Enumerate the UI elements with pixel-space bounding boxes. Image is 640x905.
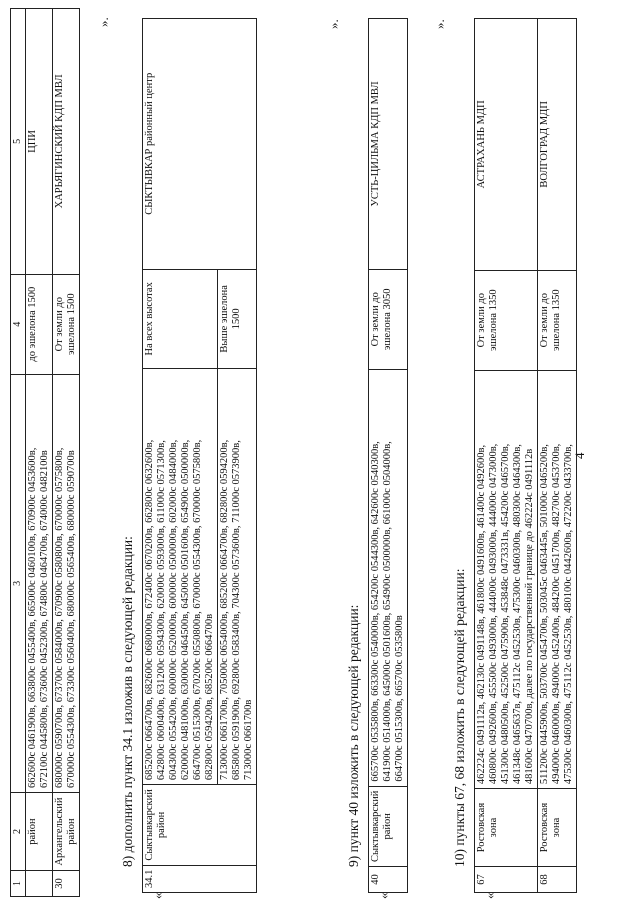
row-number: 67: [475, 867, 538, 893]
table-row: [143, 19, 218, 893]
district-name: Ростовская зона: [475, 789, 538, 867]
amendment-item-8: 8) дополнить пункт 34.1 изложив в следующей редакции:: [120, 536, 135, 867]
closing-quote: ».: [432, 19, 447, 29]
boundary-coordinates: 462224с 0491112в, 462130с 0491148в, 461800с 0491600в, 461400с 0492600в, 460800с 0492600в, 455500с 0493000в, 444000с 0493000в, 444000с 0473000в, 451300с 0480500в, 452500с 0475900в, 453848с 0473331в, 454200с 0465700в, 461348с 0465637в, 475112с 0452530в, 475300с 0460300в, 480300с 0464300в, 481600с 0470700в, далее по государственной границе до 462224с 0491112в: [475, 370, 538, 788]
opening-quote: «: [482, 892, 497, 899]
altitude-limits: Выше эшелона 1500: [218, 269, 257, 369]
row-number: 40: [369, 867, 408, 893]
header-cell: 4: [11, 274, 26, 374]
header-cell: 2: [11, 793, 26, 871]
row-number: 30: [53, 871, 80, 897]
airspace-table-40: [368, 18, 408, 893]
row-number: 68: [538, 867, 577, 893]
boundary-coordinates: 511200с 0445900в, 503700с 0454700в, 503045с 0463445в, 501000с 0465200в, 494000с 0460000в, 494000с 0452400в, 484200с 0451700в, 482700с 0453700в, 475300с 0460300в, 475112с 0452530в, 480100с 0442600в, 472200с 0433700в,: [538, 370, 577, 788]
row-number: 34.1: [143, 865, 257, 892]
boundary-coordinates: 680000с 0590700в, 673700с 0584000в, 670900с 0580800в, 670000с 0575800в, 670000с 0554300в, 673300с 0560400в, 680000с 0565400в, 680000с 0590700в: [53, 374, 80, 792]
district-name: Сыктывкарский район: [143, 785, 257, 865]
boundary-coordinates: 662600с 0461900в, 663800с 0455400в, 665000с 0460100в, 670900с 0453600в, 672100с 0445800в, 673600с 0452300в, 674800с 0464700в, 674000с 0482100в: [26, 374, 53, 792]
table-row: [475, 19, 538, 893]
airspace-table-continuation: [10, 8, 80, 897]
control-unit: АСТРАХАНЬ МДП: [475, 19, 538, 271]
altitude-limits: От земли до эшелона 1350: [475, 270, 538, 370]
header-cell: 5: [11, 9, 26, 275]
table-row: [538, 19, 577, 893]
control-unit: УСТЬ-ЦИЛЬМА КДП МВЛ: [369, 19, 408, 270]
airspace-table-67-68: [474, 18, 577, 893]
altitude-limits: От земли до эшелона 1350: [538, 270, 577, 370]
table-header-row: [11, 9, 26, 897]
altitude-limits: От земли до эшелона 1500: [53, 274, 80, 374]
control-unit: ХАРЬЯГИНСКИЙ КДП МВЛ: [53, 9, 80, 275]
altitude-limits: На всех высотах: [143, 269, 218, 369]
control-unit: ВОЛГОГРАД МДП: [538, 19, 577, 271]
control-unit: СЫКТЫВКАР районный центр: [143, 19, 257, 270]
altitude-limits: От земли до эшелона 3050: [369, 269, 408, 369]
page-number: 4: [572, 452, 587, 459]
control-unit: ЦПИ: [26, 9, 53, 275]
amendment-item-9: 9) пункт 40 изложить в следующей редакции:: [346, 604, 361, 867]
opening-quote: «: [376, 892, 391, 899]
header-cell: 1: [11, 871, 26, 897]
boundary-coordinates: 685200с 0664700в, 682600с 0680000в, 672400с 0670200в, 662800с 0632600в, 642800с 0600400в, 631200с 0594300в, 620000с 0593000в, 611000с 0571300в, 604300с 0554200в, 600000с 0520000в, 600000с 0500000в, 602000с 0484000в, 620000с 0481000в, 630000с 0464500в, 645000с 0501600в, 654900с 0500000в, 664700с 0515300в, 670200с 0550800в, 670000с 0554300в, 670000с 0575800в, 682800с 0594200в, 685200с 0664700в: [143, 369, 218, 785]
district-name: Ростовская зона: [538, 789, 577, 867]
header-cell: 3: [11, 374, 26, 792]
closing-quote: ».: [96, 17, 111, 27]
table-row: [369, 19, 408, 893]
airspace-table-34-1: [142, 18, 257, 893]
boundary-coordinates: 713000с 0661700в, 705000с 0654000в, 685200с 0664700в, 682800с 0594200в, 685800с 0591900в, 692800с 0583400в, 704300с 0573600в, 711000с 0573900в, 713000с 0661700в: [218, 369, 257, 785]
altitude-limits: до эшелона 1500: [26, 274, 53, 374]
district-name: район: [26, 793, 53, 871]
boundary-coordinates: 665700с 0535800в, 663300с 0540000в, 654200с 0544300в, 642600с 0540300в, 641900с 0514000в, 645000с 0501600в, 654900с 0500000в, 661000с 0504000в, 664700с 0515300в, 665700с 0535800в: [369, 369, 408, 786]
closing-quote: ».: [326, 19, 341, 29]
district-name: Сыктывкарский район: [369, 786, 408, 866]
table-row: [53, 9, 80, 897]
opening-quote: «: [150, 892, 165, 899]
row-number: [26, 871, 53, 897]
amendment-item-10: 10) пункты 67, 68 изложить в следующей редакции:: [452, 568, 467, 867]
table-row: [26, 9, 53, 897]
district-name: Архангельский район: [53, 793, 80, 871]
